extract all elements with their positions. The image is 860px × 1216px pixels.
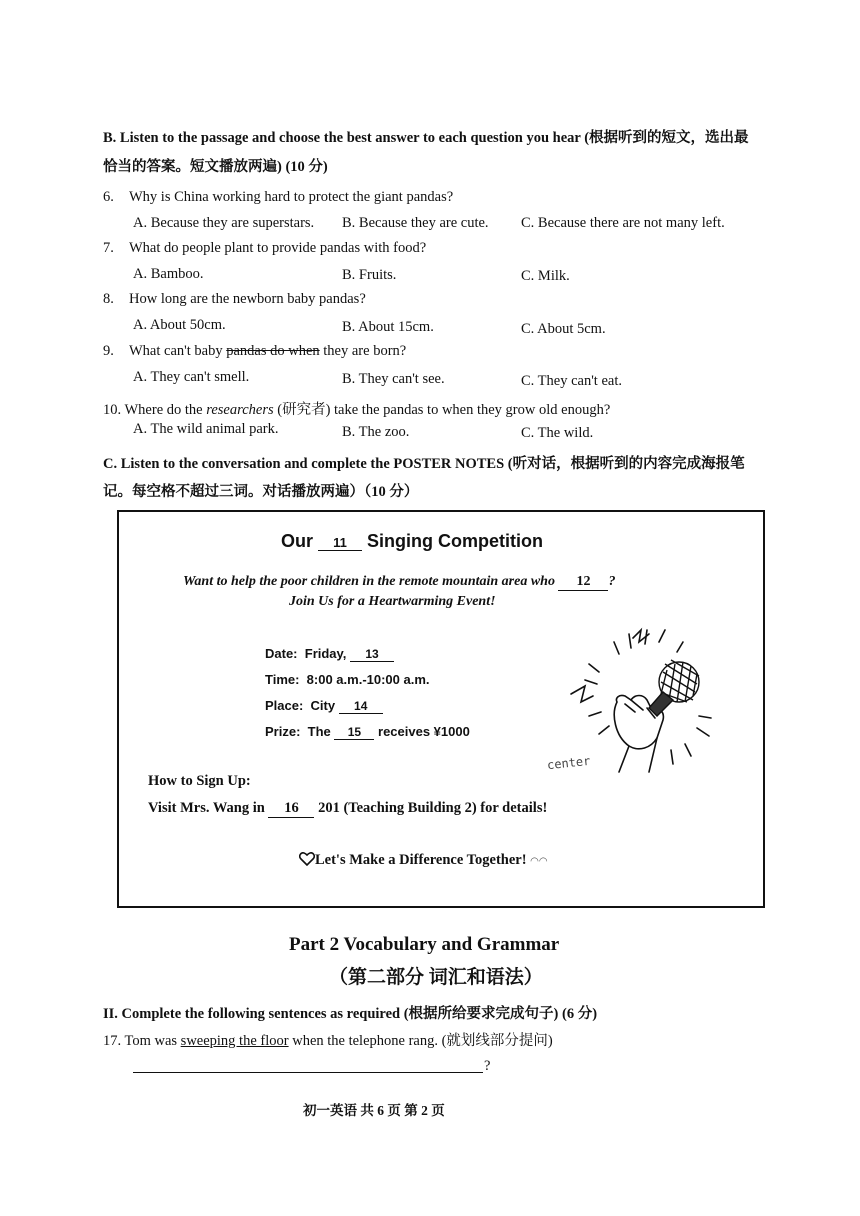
place-value: City: [310, 698, 336, 713]
signup-heading: How to Sign Up:: [148, 773, 251, 789]
section-ii-heading: II. Complete the following sentences as required (根据所给要求完成句子) (6 分): [103, 1006, 598, 1022]
poster-subtitle-start: Want to help the poor children in the remote mountain area who: [183, 574, 555, 589]
place-label: Place:: [265, 698, 304, 713]
section-c-heading: C. Listen to the conversation and complete the POSTER NOTES (听对话，根据听到的内容完成海报笔: [103, 456, 745, 472]
q10-option-c[interactable]: C. The wild.: [521, 425, 594, 441]
prize-label: Prize:: [265, 724, 301, 739]
signup-text-end: 201 (Teaching Building 2) for details!: [318, 800, 548, 816]
question-text: How long are the newborn baby pandas?: [129, 291, 366, 307]
q8-option-b[interactable]: B. About 15cm.: [342, 319, 434, 335]
blank-13[interactable]: 13: [350, 647, 394, 662]
time-label: Time:: [265, 672, 300, 687]
question-number: 7.: [103, 240, 114, 256]
prize-value-start: The: [307, 724, 331, 739]
question-number: 8.: [103, 291, 114, 307]
question-text: What do people plant to provide pandas with food?: [129, 240, 427, 256]
q7-option-a[interactable]: A. Bamboo.: [133, 266, 204, 282]
blank-16[interactable]: 16: [268, 800, 314, 818]
question-10: [103, 398, 610, 419]
question-number: 6.: [103, 189, 114, 205]
section-b-heading-cont: 恰当的答案。短文播放两遍) (10 分): [103, 159, 328, 175]
q10-option-b[interactable]: B. The zoo.: [342, 424, 410, 440]
q6-option-c[interactable]: C. Because there are not many left.: [521, 215, 725, 231]
date-label: Date:: [265, 646, 298, 661]
blank-15[interactable]: 15: [334, 725, 374, 740]
blank-12[interactable]: 12: [558, 574, 608, 591]
question-8: [103, 291, 366, 308]
q8-option-a[interactable]: A. About 50cm.: [133, 317, 226, 333]
time-value: 8:00 a.m.-10:00 a.m.: [306, 672, 430, 687]
smile-icon: ◠◠: [530, 856, 548, 867]
q6-option-b[interactable]: B. Because they are cute.: [342, 215, 489, 231]
q6-option-a[interactable]: A. Because they are superstars.: [133, 215, 315, 231]
question-9: [103, 343, 406, 360]
question-7: [103, 240, 426, 257]
poster-subtitle-end: ?: [608, 574, 616, 589]
q7-option-c[interactable]: C. Milk.: [521, 268, 570, 284]
section-b-heading: B. Listen to the passage and choose the best answer to each question you hear (根据听到的短文，选出最: [103, 130, 749, 146]
q8-option-c[interactable]: C. About 5cm.: [521, 321, 606, 337]
section-c-heading-cont: 记。每空格不超过三词。对话播放两遍）（10 分）: [103, 484, 419, 500]
prize-row: [265, 724, 470, 740]
closing-line: [299, 852, 548, 869]
date-row: [265, 646, 394, 662]
q17-text-start: 17. Tom was: [103, 1033, 181, 1049]
q9-option-a[interactable]: A. They can't smell.: [133, 369, 250, 385]
date-value: Friday,: [304, 646, 347, 661]
poster-title-end: Singing Competition: [367, 531, 544, 551]
q17-underlined: sweeping the floor: [180, 1033, 289, 1049]
part2-subtitle: （第二部分 词汇和语法）: [329, 967, 543, 988]
poster-subtitle: [183, 574, 615, 591]
question-text-end: (研究者) take the pandas to when they grow old enough?: [273, 402, 611, 418]
answer-line[interactable]: [133, 1072, 483, 1073]
question-17: [103, 1029, 553, 1050]
time-row: [265, 672, 430, 687]
q9-option-b[interactable]: B. They can't see.: [342, 371, 445, 387]
closing-text: Let's Make a Difference Together!: [315, 852, 527, 868]
q17-text-end: when the telephone rang. (就划线部分提问): [288, 1033, 553, 1049]
question-text-end: they are born?: [319, 343, 407, 359]
question-text: Why is China working hard to protect the giant pandas?: [129, 189, 454, 205]
signup-instructions: [148, 800, 547, 818]
part2-title: Part 2 Vocabulary and Grammar: [289, 934, 560, 955]
blank-11[interactable]: 11: [318, 535, 362, 551]
question-number: 9.: [103, 343, 114, 359]
question-text-start: What can't baby: [129, 343, 227, 359]
page-footer: 初一英语 共 6 页 第 2 页: [303, 1103, 445, 1118]
signup-text-start: Visit Mrs. Wang in: [148, 800, 265, 816]
place-row: [265, 698, 383, 714]
question-number: 10.: [103, 402, 122, 418]
heart-icon: [299, 852, 315, 866]
struck-text: pandas do when: [226, 343, 320, 359]
answer-question-mark: ?: [484, 1058, 491, 1074]
prize-value-end: receives ¥1000: [378, 724, 470, 739]
blank-14[interactable]: 14: [339, 699, 383, 714]
q7-option-b[interactable]: B. Fruits.: [342, 267, 397, 283]
poster-tagline: Join Us for a Heartwarming Event!: [289, 594, 496, 609]
poster-title-start: Our: [281, 531, 314, 551]
question-text-start: Where do the: [124, 402, 207, 418]
poster-title: [281, 531, 543, 552]
q9-option-c[interactable]: C. They can't eat.: [521, 373, 622, 389]
handwritten-note: center: [546, 753, 591, 773]
italic-term: researchers: [206, 402, 274, 418]
poster-box: [117, 510, 765, 908]
q10-option-a[interactable]: A. The wild animal park.: [133, 421, 279, 437]
question-6: [103, 189, 453, 206]
